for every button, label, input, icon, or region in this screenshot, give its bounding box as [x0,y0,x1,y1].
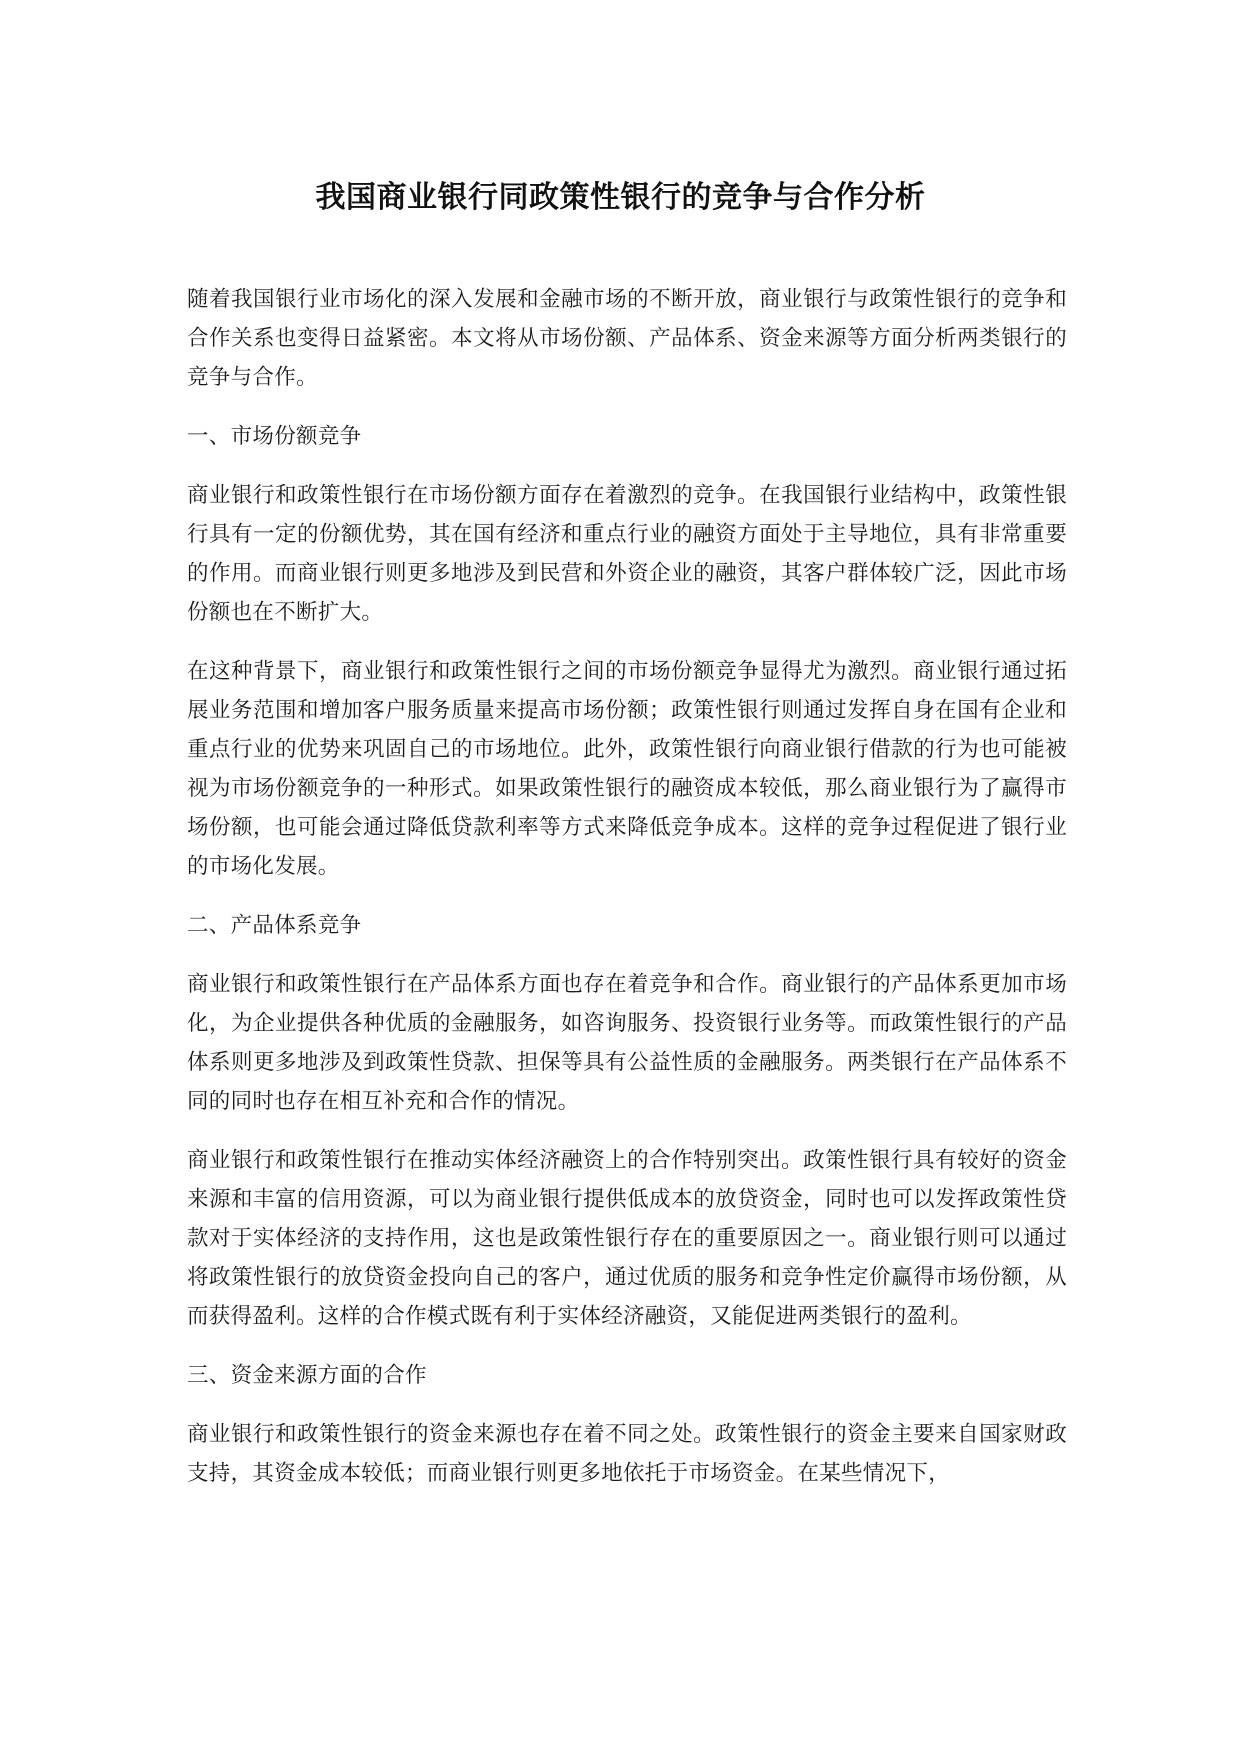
section-heading-funding-sources: 三、资金来源方面的合作 [187,1363,427,1388]
intro-paragraph: 随着我国银行业市场化的深入发展和金融市场的不断开放，商业银行与政策性银行的竞争和合作关系也变得日益紧密。本文将从市场份额、产品体系、资金来源等方面分析两类银行的竞争与合作。 [187,287,1067,390]
paragraph: 在这种背景下，商业银行和政策性银行之间的市场份额竞争显得尤为激烈。商业银行通过拓展业务范围和增加客户服务质量来提高市场份额；政策性银行则通过发挥自身在国有企业和重点行业的优势来巩固自己的市场地位。此外，政策性银行向商业银行借款的行为也可能被视为市场份额竞争的一种形式。如果政策性银行的融资成本较低，那么商业银行为了赢得市场份额，也可能会通过降低贷款利率等方式来降低竞争成本。这样的竞争过程促进了银行业的市场化发展。 [187,659,1067,879]
paragraph: 商业银行和政策性银行的资金来源也存在着不同之处。政策性银行的资金主要来自国家财政支持，其资金成本较低；而商业银行则更多地依托于市场资金。在某些情况下， [187,1422,1067,1486]
document-body [187,280,1067,1513]
paragraph: 商业银行和政策性银行在推动实体经济融资上的合作特别突出。政策性银行具有较好的资金来源和丰富的信用资源，可以为商业银行提供低成本的放贷资金，同时也可以发挥政策性贷款对于实体经济的支持作用，这也是政策性银行存在的重要原因之一。商业银行则可以通过将政策性银行的放贷资金投向自己的客户，通过优质的服务和竞争性定价赢得市场份额，从而获得盈利。这样的合作模式既有利于实体经济融资，又能促进两类银行的盈利。 [187,1148,1067,1329]
document-title: 我国商业银行同政策性银行的竞争与合作分析 [315,180,926,215]
paragraph: 商业银行和政策性银行在市场份额方面存在着激烈的竞争。在我国银行业结构中，政策性银行具有一定的份额优势，其在国有经济和重点行业的融资方面处于主导地位，具有非常重要的作用。而商业银行则更多地涉及到民营和外资企业的融资，其客户群体较广泛，因此市场份额也在不断扩大。 [187,483,1067,625]
paragraph: 商业银行和政策性银行在产品体系方面也存在着竞争和合作。商业银行的产品体系更加市场化，为企业提供各种优质的金融服务，如咨询服务、投资银行业务等。而政策性银行的产品体系则更多地涉及到政策性贷款、担保等具有公益性质的金融服务。两类银行在产品体系不同的同时也存在相互补充和合作的情况。 [187,972,1067,1114]
section-heading-market-share: 一、市场份额竞争 [187,424,362,449]
section-heading-product-system: 二、产品体系竞争 [187,913,362,938]
